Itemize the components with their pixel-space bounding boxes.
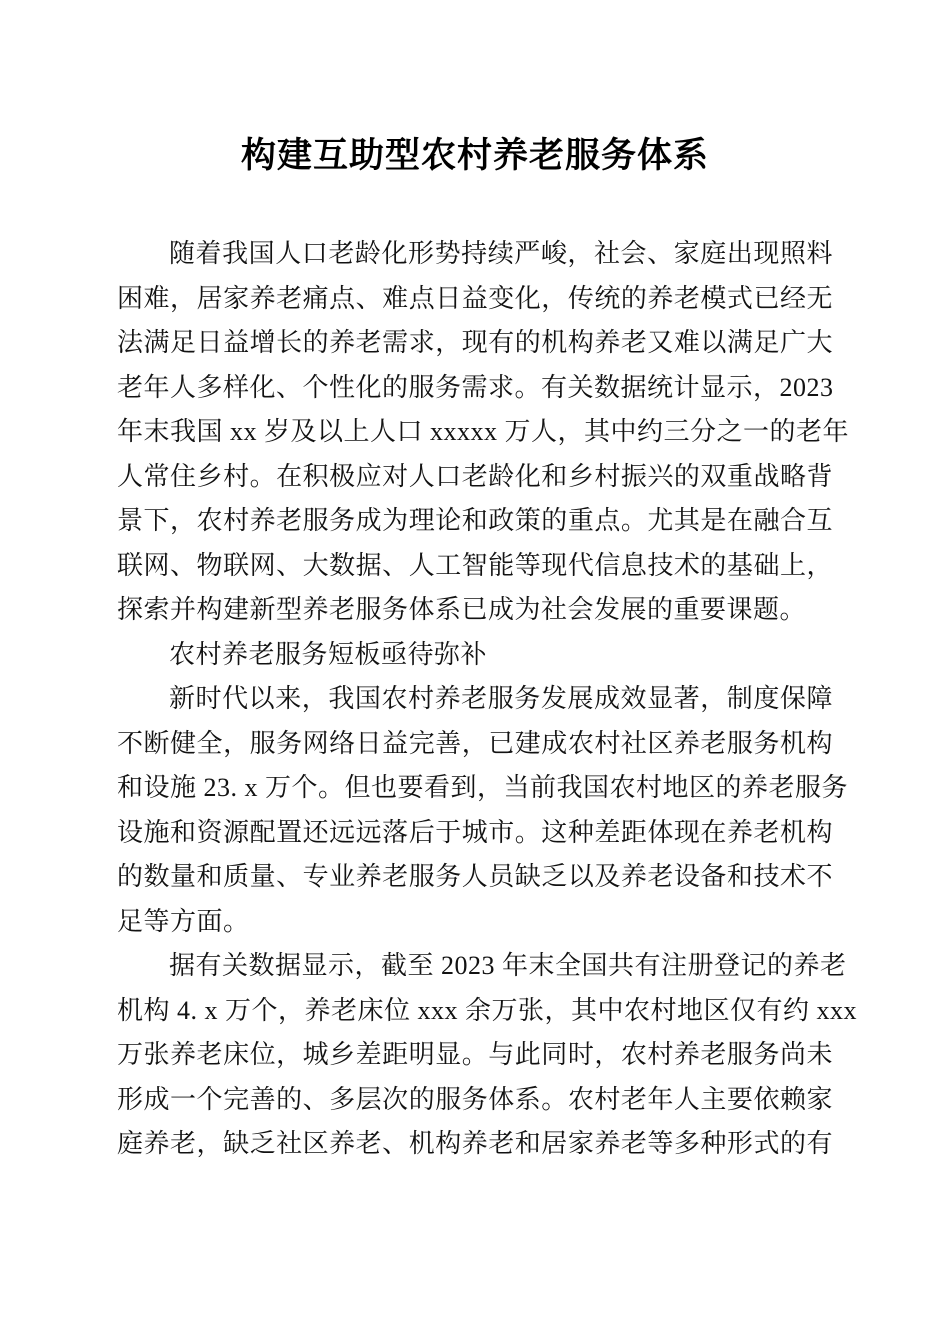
paragraph-line: 人常住乡村。在积极应对人口老龄化和乡村振兴的双重战略背 [117,461,833,491]
paragraph-line: 联网、物联网、大数据、人工智能等现代信息技术的基础上， [117,550,833,580]
section-heading: 农村养老服务短板亟待弥补 [169,639,488,669]
paragraph-line: 随着我国人口老龄化形势持续严峻，社会、家庭出现照料 [169,239,833,268]
paragraph-line: 不断健全，服务网络日益完善，已建成农村社区养老服务机构 [117,728,833,758]
paragraph-line: 探索并构建新型养老服务体系已成为社会发展的重要课题。 [117,595,807,624]
paragraph-line: 足等方面。 [117,906,250,936]
paragraph-line: 景下，农村养老服务成为理论和政策的重点。尤其是在融合互 [117,506,833,535]
paragraph-line: 困难，居家养老痛点、难点日益变化，传统的养老模式已经无 [117,283,833,313]
paragraph-line: 老年人多样化、个性化的服务需求。有关数据统计显示，2023 [117,372,834,402]
paragraph-line: 形成一个完善的、多层次的服务体系。农村老年人主要依赖家 [117,1084,833,1114]
paragraph-line: 设施和资源配置还远远落后于城市。这种差距体现在养老机构 [117,817,833,847]
document-content [117,132,858,1167]
paragraph-line: 法满足日益增长的养老需求，现有的机构养老又难以满足广大 [117,328,833,357]
paragraph-line: 据有关数据显示，截至 2023 年末全国共有注册登记的养老 [169,951,847,980]
paragraph-line: 新时代以来，我国农村养老服务发展成效显著，制度保障 [169,684,833,713]
paragraph-line: 万张养老床位，城乡差距明显。与此同时，农村养老服务尚未 [117,1040,833,1069]
document-body [117,232,858,1167]
paragraph-line: 的数量和质量、专业养老服务人员缺乏以及养老设备和技术不 [117,862,833,891]
document-title: 构建互助型农村养老服务体系 [240,136,709,175]
paragraph-line: 和设施 23. x 万个。但也要看到，当前我国农村地区的养老服务 [117,773,849,802]
paragraph-line: 机构 4. x 万个，养老床位 xxx 余万张，其中农村地区仅有约 xxx [117,995,858,1025]
paragraph-line: 年末我国 xx 岁及以上人口 xxxxx 万人，其中约三分之一的老年 [117,417,850,446]
paragraph-line: 庭养老，缺乏社区养老、机构养老和居家养老等多种形式的有 [117,1129,833,1158]
